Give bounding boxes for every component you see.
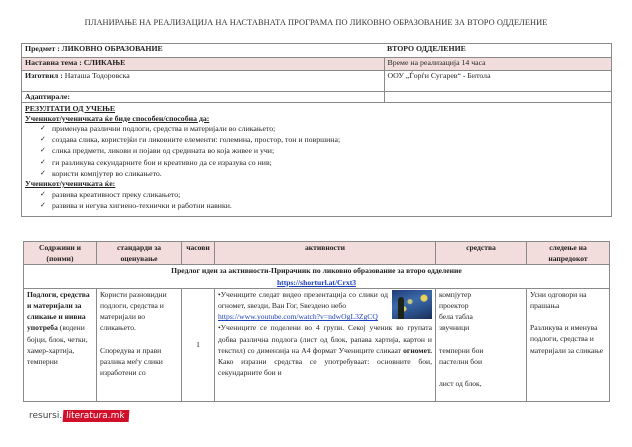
header-activities: активности xyxy=(215,242,436,265)
header-resources: средства xyxy=(436,242,527,265)
resource-item: темперни бои xyxy=(439,345,484,355)
subject-row xyxy=(22,44,612,58)
header-content: Содржини и (поими) xyxy=(24,242,97,265)
suggestion-row xyxy=(24,265,610,288)
school: ООУ „Ѓорѓи Сугарев“ - Битола xyxy=(384,71,612,92)
outcomes-sub1: Ученикот/ученичката ќе биде способен/способна да: xyxy=(25,113,210,123)
resource-item: бела табла xyxy=(439,312,473,322)
activity-2: •Учениците се поделени во 4 групи. Секој ученик во групата добва различна подлога (лист од блок, рапава хартија, картон и текстил) со димензија на А4 формат Учениците сликаат огномет. Како изразни средства се употребуваат: основните бои, секундарните бои и xyxy=(218,323,432,378)
logo-brand: literatura.mk xyxy=(63,410,129,422)
outcome-item: ✓ ги разликува секундарните бои и креативно да се изразува со нив; xyxy=(40,157,608,168)
info-table xyxy=(21,43,612,217)
plan-table xyxy=(23,241,610,402)
standard-2: Споредува и прави разлика меѓу слики изработени со xyxy=(100,345,163,378)
resource-item: лист од блок, xyxy=(439,379,482,389)
resource-item: пастелни бои xyxy=(439,356,483,366)
topic-label: Наставна тема : xyxy=(25,58,82,67)
document-title: ПЛАНИРАЊЕ НА РЕАЛИЗАЦИЈА НА НАСТАВНАТА ПРОГРАМА ПО ЛИКОВНО ОБРАЗОВАНИЕ ЗА ВТОРО ОДДЕЛЕНИЕ xyxy=(84,18,548,27)
resource-item: компјутер xyxy=(439,289,472,299)
outcomes-list-2 xyxy=(25,189,608,211)
outcomes-heading: РЕЗУЛТАТИ ОД УЧЕЊЕ xyxy=(25,104,116,113)
standard-1: Користи разновидни подлоги, средства и материјали во сликањето. xyxy=(100,289,167,333)
outcomes-row xyxy=(22,103,612,217)
author-row xyxy=(22,71,612,92)
author-value: Наташа Тодоровска xyxy=(64,71,130,80)
activity-1: •Учениците следат видео презентација со слики од огномет, ѕвезди, Ван Гог, Ѕвездено небо xyxy=(218,289,388,311)
author-label: Изготвил : xyxy=(25,71,63,80)
content-details: (водени бојци, блок, четки, хамер-хартија, темперни xyxy=(27,323,88,367)
time: Време на реализација 14 часа xyxy=(384,58,612,71)
video-link[interactable]: https://www.youtube.com/watch?v=ndwOgL3ZgCQ xyxy=(218,312,378,322)
outcome-item: ✓ применува различни подлоги, средства и материјали во сликањето; xyxy=(40,123,608,134)
topic-row xyxy=(22,58,612,71)
outcome-item: ✓ развива и негува хигиено-технички и работни навики. xyxy=(40,200,608,211)
outcome-item: ✓ користи компјутер во сликањето. xyxy=(40,168,608,179)
logo-prefix: resursi. xyxy=(29,411,63,421)
suggestion-text: Предлог идеи за активности-Прирачник по ликовно образование за второ одделение xyxy=(171,266,462,276)
header-progress: следење на напредокот xyxy=(527,242,610,265)
header-standards: стандарди за оценување xyxy=(97,242,182,265)
header-hours: часови xyxy=(182,242,215,265)
adapted-label: Адаптирале: xyxy=(25,92,70,101)
resource-item: звучници xyxy=(439,323,470,333)
resource-item: проектор xyxy=(439,301,469,311)
outcomes-sub2: Ученикот/ученичката ќе: xyxy=(25,179,116,189)
grade: ВТОРО ОДДЕЛЕНИЕ xyxy=(387,44,466,53)
resources-cell xyxy=(436,288,527,401)
topic-value: СЛИКАЊЕ xyxy=(83,58,126,67)
progress-2: Разликува и именува подлоги, средства и материјали за сликање xyxy=(530,323,604,355)
plan-header-row xyxy=(24,242,610,265)
outcome-item: ✓ создава слика, користејќи ги ликовните елементи: големина, простор, тон и површина; xyxy=(40,134,608,145)
content-topic: Подлоги, средства и материјали за сликање и нивна употреба xyxy=(27,289,90,333)
adapted-row xyxy=(22,92,612,103)
starry-night-image xyxy=(392,290,432,319)
outcome-item: ✓ развива креативност преку сликањето; xyxy=(40,189,608,200)
plan-row xyxy=(24,288,610,401)
resursi-logo xyxy=(29,410,129,422)
outcome-item: ✓ слика предмети, ликови и појави од средината во која живее и учи; xyxy=(40,145,608,156)
hours: 1 xyxy=(182,288,215,401)
progress-1: Усни одговори на прашања xyxy=(530,289,587,311)
outcomes-list-1 xyxy=(25,123,608,179)
subject: Предмет : ЛИКОВНО ОБРАЗОВАНИЕ xyxy=(25,44,163,53)
suggestion-link[interactable]: https://shorturl.at/Crxt3 xyxy=(276,277,357,287)
